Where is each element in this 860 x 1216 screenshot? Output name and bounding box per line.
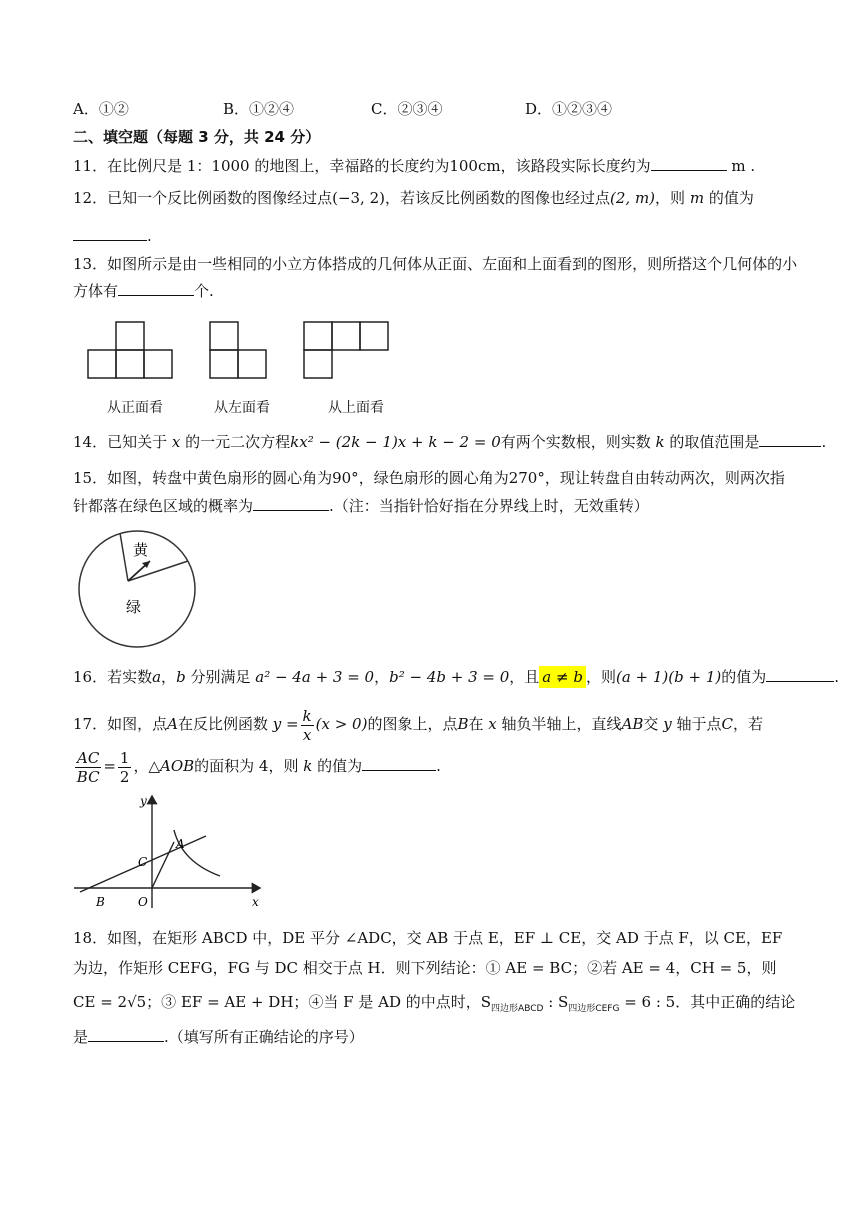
yellow-sector-label: 黄 [133, 541, 149, 559]
q18-line-4 [73, 1027, 364, 1047]
q17-text-d: 在 [468, 715, 484, 733]
q17-ratio-numerator: AC [77, 748, 100, 767]
q17-point-a: A [167, 715, 178, 733]
q16-text-a: 16．若实数 [73, 668, 153, 686]
q17-text-c: 的图象上，点 [367, 715, 458, 733]
q12-answer-blank[interactable] [73, 226, 147, 241]
q12-text-b: ，若该反比例函数的图像也经过点 [385, 189, 611, 207]
q18-subscript-1: 四边形ABCD [491, 1004, 544, 1014]
q17-text-h: ，若 [732, 715, 763, 733]
q17-domain-condition: (x > 0) [315, 715, 368, 733]
label-x: x [252, 895, 259, 909]
q11-text-a: 11．在比例尺是 1：1000 的地图上，幸福路的长度约为 [73, 157, 450, 175]
q16-highlighted-condition: a ≠ b [539, 666, 586, 688]
q17-line-ab: AB [621, 715, 644, 733]
q13-text-a: 方体有 [73, 282, 119, 300]
spinner-divider-2 [128, 561, 188, 581]
q12-text-d: 的值为 [708, 189, 754, 207]
q17-text-b: 在反比例函数 [177, 715, 268, 733]
q18-line-2: 为边，作矩形 CEFG，FG 与 DC 相交于点 H．则下列结论：① AE = BC；②若 AE = 4，CH = 5，则 [73, 959, 777, 977]
q17-frac-numerator: k [302, 706, 312, 725]
q16-text-e: 的值为 [721, 668, 767, 686]
q15-text-d: 针都落在绿色区域的概率为 [73, 497, 254, 515]
q17-triangle-aob: AOB [159, 757, 195, 775]
q14-equation: kx² − (2k − 1)x + k − 2 = 0 [290, 433, 501, 451]
q16-period: . [834, 668, 840, 686]
q15-spinner-figure [76, 528, 198, 650]
q13-line-2 [73, 281, 214, 301]
q18-text-d: 是 [73, 1028, 89, 1046]
option-b: B．①②④ [223, 100, 295, 118]
question-16 [73, 667, 839, 687]
q15-text-a: 15．如图，转盘中黄色扇形的圆心角为 [73, 469, 333, 487]
spinner-divider-1 [120, 533, 128, 581]
question-12 [73, 188, 754, 208]
label-b: B [96, 895, 105, 909]
q15-text-c: ，现让转盘自由转动两次，则两次指 [544, 469, 785, 487]
q17-coordinate-figure [70, 790, 270, 912]
q15-line-2 [73, 496, 649, 516]
q12-var-m: m [689, 189, 705, 207]
q17-text-e: 轴负半轴上，直线 [501, 715, 622, 733]
q17-line-1 [73, 706, 763, 744]
q15-angle-yellow: 90° [332, 469, 359, 487]
q16-var-a: a [152, 668, 162, 686]
q10-options [73, 98, 793, 118]
q16-equation-2: b² − 4b + 3 = 0 [389, 668, 510, 686]
q15-line-1 [73, 468, 785, 488]
caption-left-view: 从左面看 [214, 400, 270, 416]
q12-point-1: (−3, 2) [332, 189, 385, 207]
q17-point-c: C [721, 715, 733, 733]
q17-text-j: 的面积为 4，则 [194, 757, 299, 775]
caption-top-view: 从上面看 [328, 400, 384, 416]
q17-var-x: x [488, 715, 497, 733]
q18-text-c: = 6 : 5．其中正确的结论 [619, 993, 796, 1011]
green-sector-label: 绿 [126, 598, 142, 616]
q17-text-i: ，△ [133, 757, 160, 775]
q16-text-d: ，则 [585, 668, 616, 686]
q17-point-b: B [457, 715, 469, 733]
q18-text-b: : S [543, 993, 569, 1011]
label-c: C [138, 855, 148, 869]
q14-text-a: 14．已知关于 [73, 433, 168, 451]
q14-var-x: x [171, 433, 181, 451]
q17-text-a: 17．如图，点 [73, 715, 168, 733]
q13-text-b: 个. [194, 282, 214, 300]
q17-equals: = [103, 757, 116, 775]
q15-angle-green: 270° [508, 469, 545, 487]
q17-function-fraction [301, 707, 314, 744]
left-view [210, 322, 266, 378]
q15-text-b: ，绿色扇形的圆心角为 [358, 469, 509, 487]
q17-period: . [436, 757, 441, 775]
q17-ratio-fraction [75, 749, 101, 786]
q14-answer-blank[interactable] [759, 432, 821, 447]
q17-answer-blank[interactable] [362, 756, 436, 771]
q17-half-fraction [118, 749, 132, 786]
q18-answer-blank[interactable] [88, 1027, 164, 1042]
q11-unit: m . [726, 157, 756, 175]
q17-half-numerator: 1 [119, 748, 130, 767]
option-c: C．②③④ [371, 100, 443, 118]
q16-text-b: 分别满足 [190, 668, 251, 686]
q18-subscript-2: 四边形CEFG [568, 1004, 620, 1014]
q17-var-k: k [303, 757, 313, 775]
q17-frac-denominator: x [302, 725, 312, 744]
q13-views-figure [80, 316, 400, 384]
label-a: A [176, 837, 185, 851]
q12-text-c: ，则 [655, 189, 686, 207]
q13-answer-blank[interactable] [118, 281, 194, 296]
question-11 [73, 156, 755, 176]
q14-var-k: k [655, 433, 665, 451]
q16-text-c: ，且 [509, 668, 540, 686]
q16-equation-1: a² − 4a + 3 = 0 [255, 668, 375, 686]
q13-line-1: 13．如图所示是由一些相同的小立方体搭成的几何体从正面、左面和上面看到的图形，则所搭这个几何体的小 [73, 255, 798, 273]
q12-period: . [147, 227, 152, 245]
q12-answer-line [73, 226, 152, 246]
q15-note: .（注：当指针恰好指在分界线上时，无效重转） [329, 497, 649, 515]
question-14 [73, 432, 826, 452]
q17-function-lhs: y = [272, 715, 299, 733]
q12-text-a: 12．已知一个反比例函数的图像经过点 [73, 189, 333, 207]
section-heading: 二、填空题（每题 3 分，共 24 分） [73, 128, 321, 146]
front-view [88, 322, 172, 378]
top-view [304, 322, 388, 378]
option-d: D．①②③④ [525, 100, 613, 118]
q17-var-y: y [663, 715, 672, 733]
q16-expression: (a + 1)(b + 1) [615, 668, 722, 686]
q18-text-e: .（填写所有正确结论的序号） [164, 1028, 364, 1046]
q18-text-a: CE = 2√5；③ EF = AE + DH；④当 F 是 AD 的中点时，S [73, 993, 492, 1011]
q17-text-f: 交 [643, 715, 659, 733]
q16-comma: ， [161, 668, 177, 686]
q17-half-denominator: 2 [119, 767, 130, 786]
q18-line-1: 18．如图，在矩形 ABCD 中，DE 平分 ∠ADC，交 AB 于点 E，EF ⊥ CE，交 AD 于点 F，以 CE，EF [73, 929, 783, 947]
q11-value: 100cm [449, 157, 501, 175]
q11-text-b: ，该路段实际长度约为 [500, 157, 651, 175]
q17-text-g: 轴于点 [676, 715, 722, 733]
q16-var-b: b [176, 668, 186, 686]
q14-text-b: 的一元二次方程 [185, 433, 291, 451]
label-o: O [138, 895, 148, 909]
q15-answer-blank[interactable] [253, 496, 329, 511]
option-a: A．①② [73, 100, 129, 118]
q17-line-2 [73, 748, 441, 786]
q14-period: . [821, 433, 827, 451]
q17-ratio-denominator: BC [76, 767, 100, 786]
q17-text-k: 的值为 [317, 757, 363, 775]
q16-comma-2: ， [374, 668, 390, 686]
q16-answer-blank[interactable] [766, 667, 834, 682]
q12-point-2: (2, m) [610, 189, 656, 207]
q14-text-d: 的取值范围是 [669, 433, 760, 451]
segment-oa [152, 842, 174, 888]
caption-front-view: 从正面看 [107, 400, 163, 416]
q11-answer-blank[interactable] [651, 156, 727, 171]
q18-line-3 [73, 992, 795, 1019]
q14-text-c: 有两个实数根，则实数 [500, 433, 651, 451]
label-y: y [140, 794, 147, 808]
